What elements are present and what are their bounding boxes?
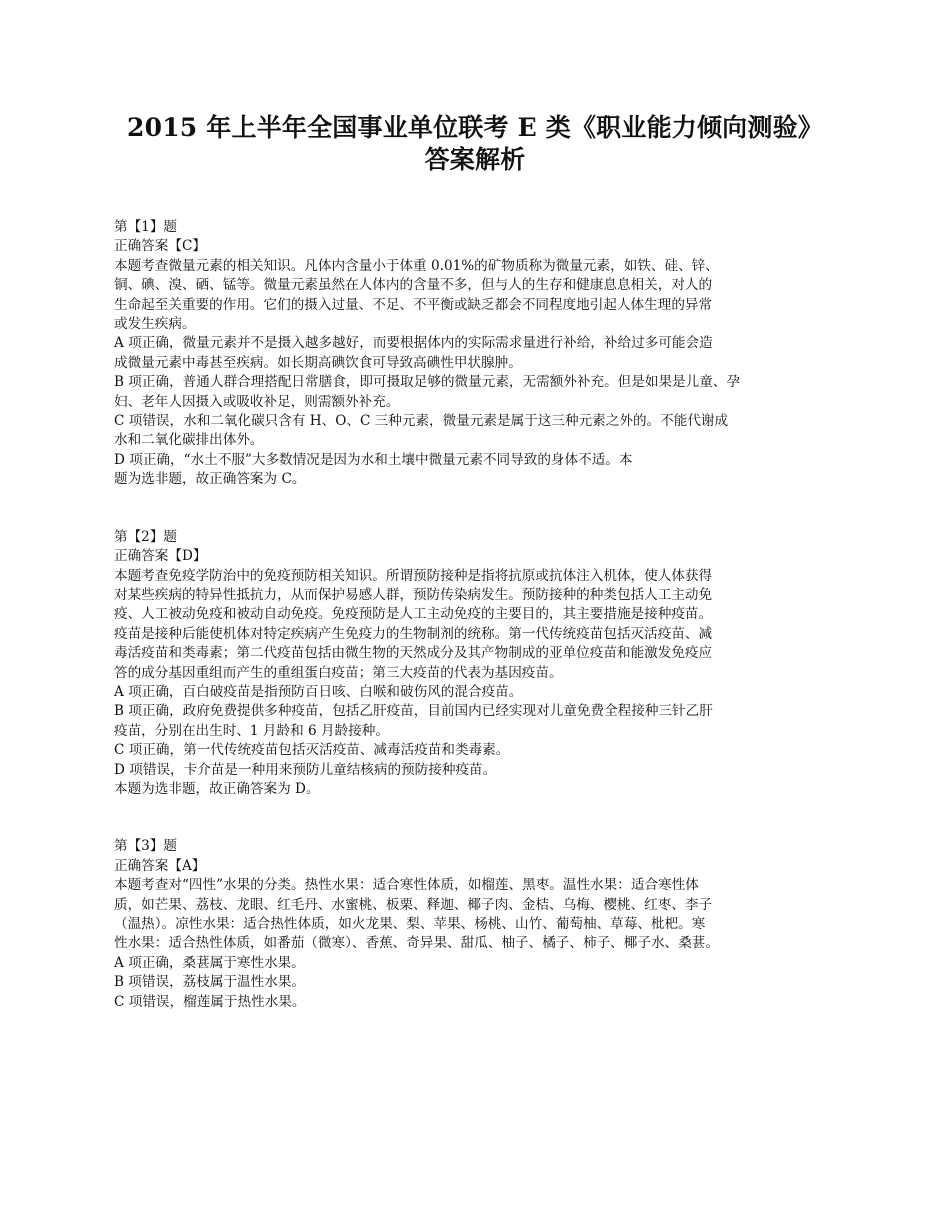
question-1: [114, 218, 838, 490]
body-line: 对某些疾病的特异性抵抗力，从而保护易感人群，预防传染病发生。预防接种的种类包括人工主动免: [114, 586, 713, 603]
correct-answer: 正确答案【A】: [114, 857, 206, 874]
body-line: 疫苗是接种后能使机体对特定疾病产生免疫力的生物制剂的统称。第一代传统疫苗包括灭活疫苗、减: [114, 625, 713, 642]
body-line: 成微量元素中毒甚至疾病。如长期高碘饮食可导致高碘性甲状腺肿。: [114, 354, 522, 371]
body-line: 性水果：适合热性体质，如番茄（微寒）、香蕉、奇异果、甜瓜、柚子、橘子、柿子、椰子水、桑葚。: [114, 935, 719, 952]
question-header: 第【3】题: [114, 838, 178, 855]
correct-answer: 正确答案【D】: [114, 548, 207, 565]
body-line: 本题考查对“四性”水果的分类。热性水果：适合寒性体质，如榴莲、黑枣。温性水果：适合寒性体: [114, 877, 699, 894]
body-line: 本题考查微量元素的相关知识。凡体内含量小于体重 0.01%的矿物质称为微量元素，如铁、硅、锌、: [114, 257, 719, 274]
document-title: [90, 112, 860, 176]
body-line: C 项错误，水和二氧化碳只含有 H、O、C 三种元素，微量元素是属于这三种元素之外的。不能代谢成: [114, 413, 729, 430]
body-line: C 项正确，第一代传统疫苗包括灭活疫苗、减毒活疫苗和类毒素。: [114, 742, 510, 759]
body-line: 生命起至关重要的作用。它们的摄入过量、不足、不平衡或缺乏都会不同程度地引起人体生理的异常: [114, 296, 713, 313]
body-line: 水和二氧化碳排出体外。: [114, 432, 264, 449]
question-2: [114, 528, 838, 800]
body-line: 题为选非题，故正确答案为 C。: [114, 471, 306, 488]
correct-answer: 正确答案【C】: [114, 238, 206, 255]
title-line-1: 2015 年上半年全国事业单位联考 E 类《职业能力倾向测验》: [127, 113, 823, 142]
body-line: 妇、老年人因摄入或吸收补足，则需额外补充。: [114, 393, 400, 410]
body-line: 或发生疾病。: [114, 316, 196, 333]
body-line: 铜、碘、溴、硒、锰等。微量元素虽然在人体内的含量不多，但与人的生存和健康息息相关，对人的: [114, 277, 713, 294]
body-line: B 项错误，荔枝属于温性水果。: [114, 974, 306, 991]
question-3: [114, 837, 838, 1012]
body-line: 毒活疫苗和类毒素；第二代疫苗包括由微生物的天然成分及其产物制成的亚单位疫苗和能激发免疫应: [114, 645, 713, 662]
body-line: B 项正确，普通人群合理搭配日常膳食，即可摄取足够的微量元素，无需额外补充。但是如果是儿童、孕: [114, 374, 741, 391]
body-line: D 项错误，卡介苗是一种用来预防儿童结核病的预防接种疫苗。: [114, 761, 497, 778]
body-line: 疫苗，分别在出生时、1 月龄和 6 月龄接种。: [114, 722, 389, 739]
body-line: D 项正确，“水土不服”大多数情况是因为水和土壤中微量元素不同导致的身体不适。本: [114, 451, 633, 468]
body-line: 本题为选非题，故正确答案为 D。: [114, 780, 320, 797]
title-line-2: 答案解析: [424, 145, 526, 174]
body-line: A 项正确，百白破疫苗是指预防百日咳、白喉和破伤风的混合疫苗。: [114, 683, 523, 700]
body-line: 质，如芒果、荔枝、龙眼、红毛丹、水蜜桃、板栗、释迦、椰子肉、金桔、乌梅、樱桃、红枣、李子: [114, 896, 713, 913]
document-body: [114, 218, 838, 1050]
body-line: 答的成分基因重组而产生的重组蛋白疫苗；第三大疫苗的代表为基因疫苗。: [114, 664, 563, 681]
body-line: 疫、人工被动免疫和被动自动免疫。免疫预防是人工主动免疫的主要目的，其主要措施是接种疫苗。: [114, 606, 713, 623]
body-line: A 项正确，微量元素并不是摄入越多越好，而要根据体内的实际需求量进行补给，补给过多可能会造: [114, 335, 713, 352]
body-line: B 项正确，政府免费提供多种疫苗，包括乙肝疫苗，目前国内已经实现对儿童免费全程接种三针乙肝: [114, 703, 713, 720]
body-line: C 项错误，榴莲属于热性水果。: [114, 993, 306, 1010]
body-line: 本题考查免疫学防治中的免疫预防相关知识。所谓预防接种是指将抗原或抗体注入机体，使人体获得: [114, 567, 713, 584]
question-header: 第【1】题: [114, 219, 178, 235]
body-line: （温热）。凉性水果：适合热性体质，如火龙果、梨、苹果、杨桃、山竹、葡萄柚、草莓、枇杷。寒: [114, 916, 706, 932]
body-line: A 项正确，桑葚属于寒性水果。: [114, 954, 305, 971]
question-header: 第【2】题: [114, 528, 178, 545]
